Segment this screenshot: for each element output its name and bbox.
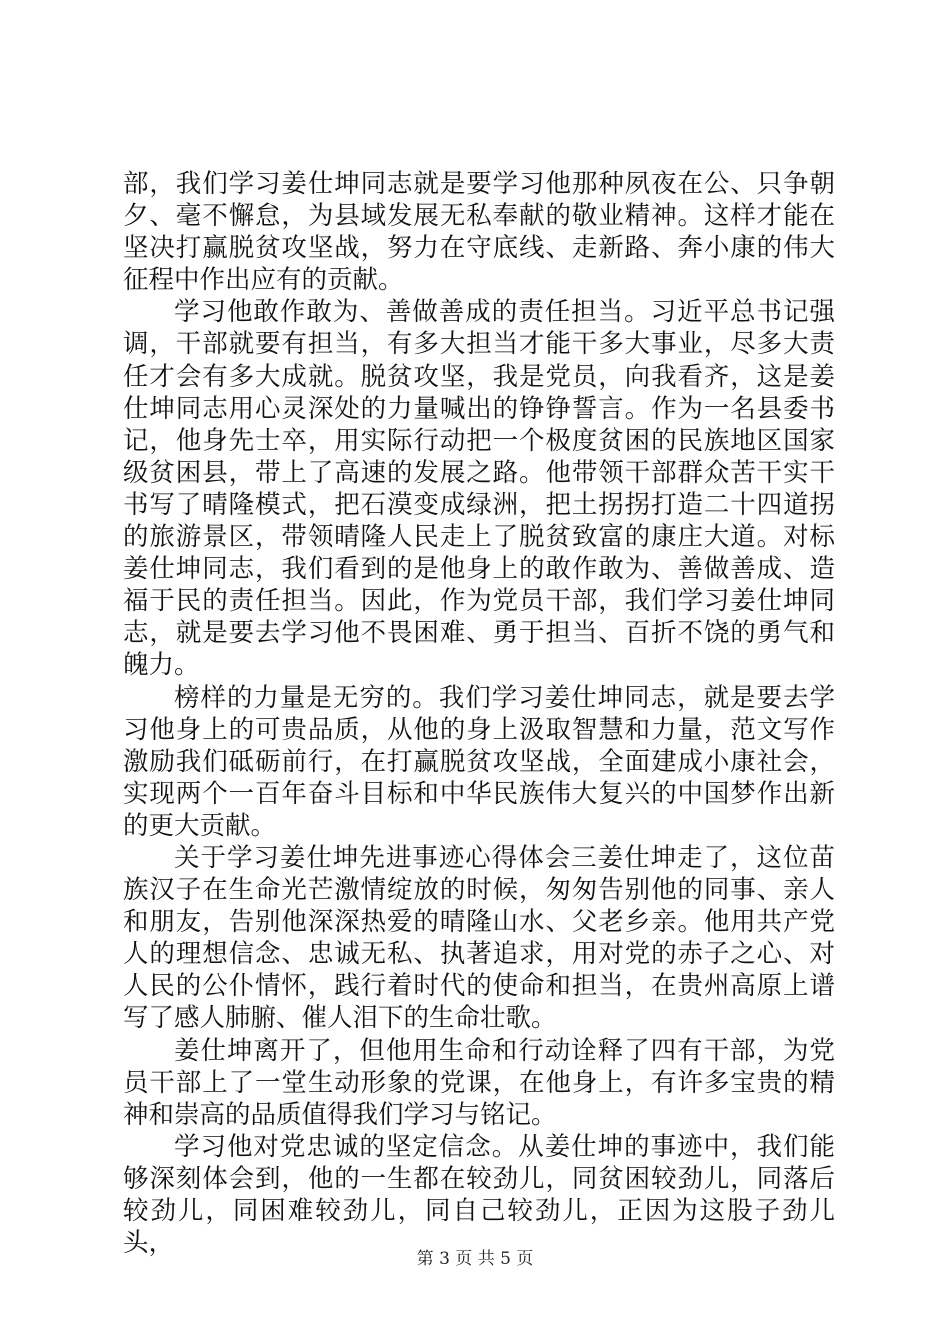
page-number-footer: 第 3 页 共 5 页 (416, 1249, 534, 1269)
paragraph-loyalty: 学习他对党忠诚的坚定信念。从姜仕坤的事迹中，我们能够深刻体会到，他的一生都在较劲儿，同贫困较劲儿，同落后较劲儿，同困难较劲儿，同自己较劲儿，正因为这股子劲儿头， (123, 1131, 835, 1259)
document-body (123, 168, 835, 1259)
paragraph-continuation: 部，我们学习姜仕坤同志就是要学习他那种夙夜在公、只争朝夕、毫不懈怠，为县域发展无私奉献的敬业精神。这样才能在坚决打赢脱贫攻坚战，努力在守底线、走新路、奔小康的伟大征程中作出应有的贡献。 (123, 169, 835, 296)
paragraph-essay-three: 关于学习姜仕坤先进事迹心得体会三姜仕坤走了，这位苗族汉子在生命光芒激情绽放的时候，匆匆告别他的同事、亲人和朋友，告别他深深热爱的晴隆山水、父老乡亲。他用共产党人的理想信念、忠诚无私、执著追求，用对党的赤子之心、对人民的公仆情怀，践行着时代的使命和担当，在贵州高原上谱写了感人肺腑、催人泪下的生命壮歌。 (123, 842, 835, 1034)
paragraph-role-model: 榜样的力量是无穷的。我们学习姜仕坤同志，就是要去学习他身上的可贵品质，从他的身上汲取智慧和力量，范文写作激励我们砥砺前行，在打赢脱贫攻坚战，全面建成小康社会，实现两个一百年奋斗目标和中华民族伟大复兴的中国梦作出新的更大贡献。 (123, 682, 835, 841)
paragraph-four-haves: 姜仕坤离开了，但他用生命和行动诠释了四有干部，为党员干部上了一堂生动形象的党课，在他身上，有许多宝贵的精神和崇高的品质值得我们学习与铭记。 (123, 1035, 835, 1130)
paragraph-responsibility: 学习他敢作敢为、善做善成的责任担当。习近平总书记强调，干部就要有担当，有多大担当才能干多大事业，尽多大责任才会有多大成就。脱贫攻坚，我是党员，向我看齐，这是姜仕坤同志用心灵深处的力量喊出的铮铮誓言。作为一名县委书记，他身先士卒，用实际行动把一个极度贫困的民族地区国家级贫困县，带上了高速的发展之路。他带领干部群众苦干实干书写了晴隆模式，把石漠变成绿洲，把土拐拐打造二十四道拐的旅游景区，带领晴隆人民走上了脱贫致富的康庄大道。对标姜仕坤同志，我们看到的是他身上的敢作敢为、善做善成、造福于民的责任担当。因此，作为党员干部，我们学习姜仕坤同志，就是要去学习他不畏困难、勇于担当、百折不饶的勇气和魄力。 (123, 297, 835, 681)
